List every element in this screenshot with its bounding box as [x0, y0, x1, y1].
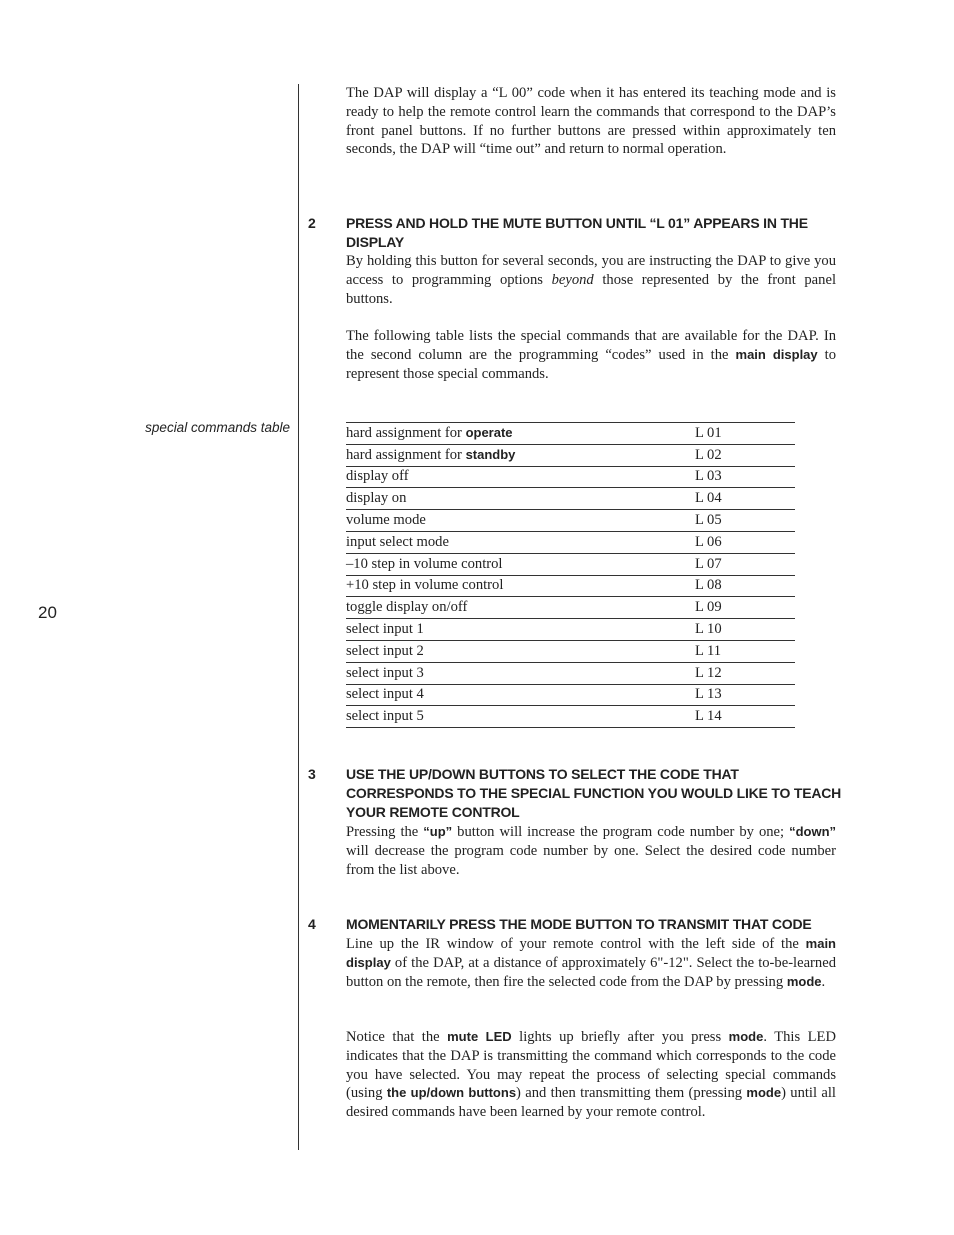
table-row	[346, 444, 795, 466]
step-3-paragraph: Pressing the “up” button will increase the program code number by one; “down” will decrease the program code number by one. Select the desired code number from the list above.	[346, 824, 837, 878]
command-function	[346, 706, 695, 728]
command-code: L 11	[695, 640, 795, 662]
step-2-number: 2	[308, 215, 316, 231]
command-text: volume mode	[346, 512, 426, 529]
table-row	[346, 619, 795, 641]
command-code: L 12	[695, 662, 795, 684]
step-3-body	[346, 823, 836, 879]
command-text: toggle display on/off	[346, 599, 468, 616]
bold-down: “down”	[789, 824, 837, 839]
table-row	[346, 684, 795, 706]
command-text: select input 4	[346, 686, 424, 703]
step-4-number: 4	[308, 916, 316, 932]
intro-section	[346, 84, 836, 159]
table-row	[346, 662, 795, 684]
command-code: L 01	[695, 423, 795, 445]
bold-up-down-buttons: the up/down buttons	[386, 1085, 517, 1101]
command-function	[346, 662, 695, 684]
command-text: hard assignment for	[346, 446, 466, 463]
step-4-body	[346, 935, 836, 991]
table-row	[346, 706, 795, 728]
step-2-paragraph-2: The following table lists the special commands that are available for the DAP. In the second column are the programming “codes” used in the main display to represent those special commands.	[346, 328, 837, 382]
bold-main-display-2: main display	[346, 936, 836, 970]
command-code: L 03	[695, 466, 795, 488]
step-3-heading	[308, 765, 848, 822]
step-4-body-2	[346, 1028, 836, 1122]
command-function	[346, 597, 695, 619]
bold-up: “up”	[423, 824, 453, 839]
command-bold-term: operate	[465, 424, 513, 440]
step-2-body-2	[346, 327, 836, 383]
special-commands-table	[346, 422, 795, 728]
command-text: input select mode	[346, 533, 449, 550]
command-text: select input 5	[346, 708, 424, 725]
table-row	[346, 553, 795, 575]
command-code: L 06	[695, 531, 795, 553]
margin-rule	[298, 84, 299, 1150]
bold-main-display: main display	[735, 346, 818, 362]
bold-mode: mode	[786, 973, 822, 989]
step-2-body	[346, 252, 836, 308]
page-number: 20	[38, 603, 57, 622]
table-row	[346, 640, 795, 662]
step-2-heading	[308, 214, 848, 252]
table-row	[346, 531, 795, 553]
command-code: L 08	[695, 575, 795, 597]
command-function	[346, 488, 695, 510]
step-2-heading-text: PRESS AND HOLD THE MUTE BUTTON UNTIL “L 01” APPEARS IN THE DISPLAY	[346, 215, 808, 250]
command-function	[346, 684, 695, 706]
command-text: –10 step in volume control	[346, 555, 503, 572]
table-row	[346, 488, 795, 510]
command-function	[346, 640, 695, 662]
step-2-paragraph-1: By holding this button for several seconds, you are instructing the DAP to give you access to programming options beyond those represented by the front panel buttons.	[346, 253, 836, 307]
command-text: select input 3	[346, 664, 424, 681]
command-code: L 14	[695, 706, 795, 728]
command-bold-term: standby	[465, 446, 516, 462]
command-code: L 07	[695, 553, 795, 575]
command-text: display on	[346, 490, 407, 507]
command-code: L 05	[695, 510, 795, 532]
sidenote-special-commands-table: special commands table	[145, 420, 290, 435]
bold-mode-3: mode	[746, 1085, 782, 1101]
bold-mode-2: mode	[728, 1029, 764, 1044]
table-row	[346, 597, 795, 619]
command-code: L 04	[695, 488, 795, 510]
table-row	[346, 575, 795, 597]
step-4-heading-text: MOMENTARILY PRESS THE MODE BUTTON TO TRANSMIT THAT CODE	[346, 916, 812, 932]
step-4-paragraph-2: Notice that the mute LED lights up briefly after you press mode. This LED indicates that the DAP is transmitting the command which corresponds to the code you have selected. You may repeat the process of selecting special commands (using the up/down buttons) and then transmitting them (pressing mode) until all desired commands have been learned by your remote control.	[346, 1029, 837, 1121]
command-function	[346, 510, 695, 532]
table-row	[346, 510, 795, 532]
bold-mute-led: mute LED	[447, 1029, 512, 1044]
command-code: L 13	[695, 684, 795, 706]
step-4-heading	[308, 915, 848, 934]
command-code: L 10	[695, 619, 795, 641]
table-row	[346, 423, 795, 445]
command-function	[346, 466, 695, 488]
emphasis-beyond: beyond	[551, 271, 594, 288]
step-4-paragraph-1: Line up the IR window of your remote control with the left side of the main display of the DAP, at a distance of approximately 6"-12". Select the to-be-learned button on the remote, then fire the selected code from the DAP by pressing mode.	[346, 936, 836, 990]
command-function	[346, 444, 695, 466]
table-row	[346, 466, 795, 488]
command-text: hard assignment for	[346, 424, 466, 441]
step-3-number: 3	[308, 766, 316, 782]
command-code: L 09	[695, 597, 795, 619]
command-function	[346, 575, 695, 597]
command-function	[346, 619, 695, 641]
command-code: L 02	[695, 444, 795, 466]
intro-paragraph: The DAP will display a “L 00” code when it has entered its teaching mode and is ready to help the remote control learn the commands that correspond to the DAP’s front panel buttons. If no further buttons are pressed within approximately ten seconds, the DAP will “time out” and return to normal operation.	[346, 85, 836, 158]
command-text: select input 1	[346, 621, 424, 638]
command-text: select input 2	[346, 642, 424, 659]
command-function	[346, 423, 695, 445]
command-text: display off	[346, 468, 409, 485]
command-text: +10 step in volume control	[346, 577, 504, 594]
command-function	[346, 531, 695, 553]
step-3-heading-text: USE THE UP/DOWN BUTTONS TO SELECT THE CODE THAT CORRESPONDS TO THE SPECIAL FUNCTION YOU WOULD LIKE TO TEACH YOUR REMOTE CONTROL	[346, 766, 842, 820]
command-function	[346, 553, 695, 575]
